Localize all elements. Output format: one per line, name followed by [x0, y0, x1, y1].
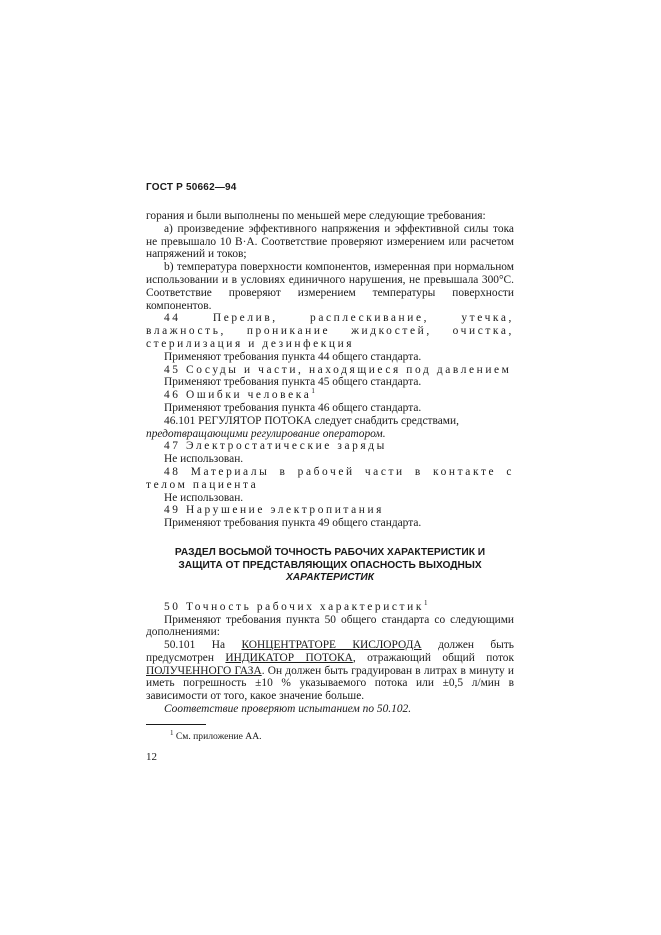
clause-46-title: 46 Ошибки человека	[164, 389, 312, 402]
clause-46-101-line2: предотвращающими регулирование оператором.	[146, 427, 386, 440]
clause-49-text: Применяют требования пункта 49 общего стандарта.	[164, 517, 422, 530]
term-product-gas: ПОЛУЧЕННОГО ГАЗА	[146, 664, 262, 677]
paragraph-item-a: а) произведение эффективного напряжения и эффективной силы тока не превышало 10 В·А. Соответствие проверяют измерением или расчетом напряжений и токов;	[146, 222, 514, 261]
section-eight-heading	[146, 547, 514, 585]
footnote-marker: 1	[170, 728, 174, 737]
clause-44-text: Применяют требования пункта 44 общего стандарта.	[164, 350, 422, 363]
clause-46-title-line	[146, 389, 514, 402]
section-heading-line-2: ЗАЩИТА ОТ ПРЕДСТАВЛЯЮЩИХ ОПАСНОСТЬ ВЫХОДНЫХ	[178, 559, 482, 571]
clause-44-title: 44 Перелив, расплескивание, утечка, влажность, проникание жидкостей, очистка, стерилизация и дезинфекция	[146, 312, 514, 350]
clause-45-title: 45 Сосуды и части, находящиеся под давлением	[164, 363, 512, 376]
page-body	[146, 210, 514, 744]
clause-50-101-suffix: . Он должен быть градуирован в литрах в минуту и иметь погрешность ±10 % указываемого потока или ±0,5 л/мин в зависимости от того, какое значение больше.	[146, 664, 514, 703]
clause-50-text: Применяют требования пункта 50 общего стандарта со следующими дополнениями:	[146, 613, 514, 639]
term-oxygen-concentrator: КОНЦЕНТРАТОРЕ КИСЛОРОДА	[241, 639, 422, 652]
clause-50-101-compliance: Соответствие проверяют испытанием по 50.102.	[164, 703, 412, 716]
clause-50-101-mid-2: , отражающий общий поток	[352, 651, 514, 664]
clause-48-title: 48 Материалы в рабочей части в контакте с телом пациента	[146, 465, 514, 491]
clause-50-101-prefix: 50.101 На	[164, 639, 242, 652]
clause-49-title: 49 Нарушение электропитания	[164, 504, 384, 517]
clause-47-text: Не использован.	[164, 453, 244, 466]
section-heading-line-1: РАЗДЕЛ ВОСЬМОЙ ТОЧНОСТЬ РАБОЧИХ ХАРАКТЕРИСТИК И	[174, 546, 486, 558]
term-flow-indicator: ИНДИКАТОР ПОТОКА	[225, 651, 353, 664]
clause-47-title: 47 Электростатические заряды	[164, 440, 387, 453]
section-heading-line-3: ХАРАКТЕРИСТИК	[286, 572, 374, 584]
clause-45-text: Применяют требования пункта 45 общего стандарта.	[164, 376, 422, 389]
clause-50-title-line	[146, 598, 514, 614]
footnote-divider	[146, 724, 206, 725]
footnote-marker: 1	[311, 387, 315, 396]
clause-50-101	[146, 639, 514, 703]
footnote-body: См. приложение АА.	[175, 730, 262, 742]
clause-50-101-mid-1: должен быть предусмотрен	[146, 639, 515, 664]
footnote-text	[146, 728, 514, 744]
clause-46-101-line1: 46.101 РЕГУЛЯТОР ПОТОКА следует снабдить средствами,	[164, 414, 459, 427]
document-code-header: ГОСТ Р 50662—94	[146, 182, 237, 193]
footnote-marker: 1	[423, 598, 428, 607]
clause-46-text: Применяют требования пункта 46 общего стандарта.	[164, 401, 422, 414]
paragraph-item-b: b) температура поверхности компонентов, измеренная при нормальном использовании и в условиях единичного нарушения, не превышала 300°С. Соответствие проверяют измерением температуры поверхности компонентов.	[146, 261, 514, 312]
page-number: 12	[146, 751, 157, 763]
clause-48-text: Не использован.	[164, 491, 244, 504]
paragraph-continuation: горания и были выполнены по меньшей мере следующие требования:	[146, 210, 486, 222]
clause-50-title: 50 Точность рабочих характеристик	[164, 600, 424, 613]
